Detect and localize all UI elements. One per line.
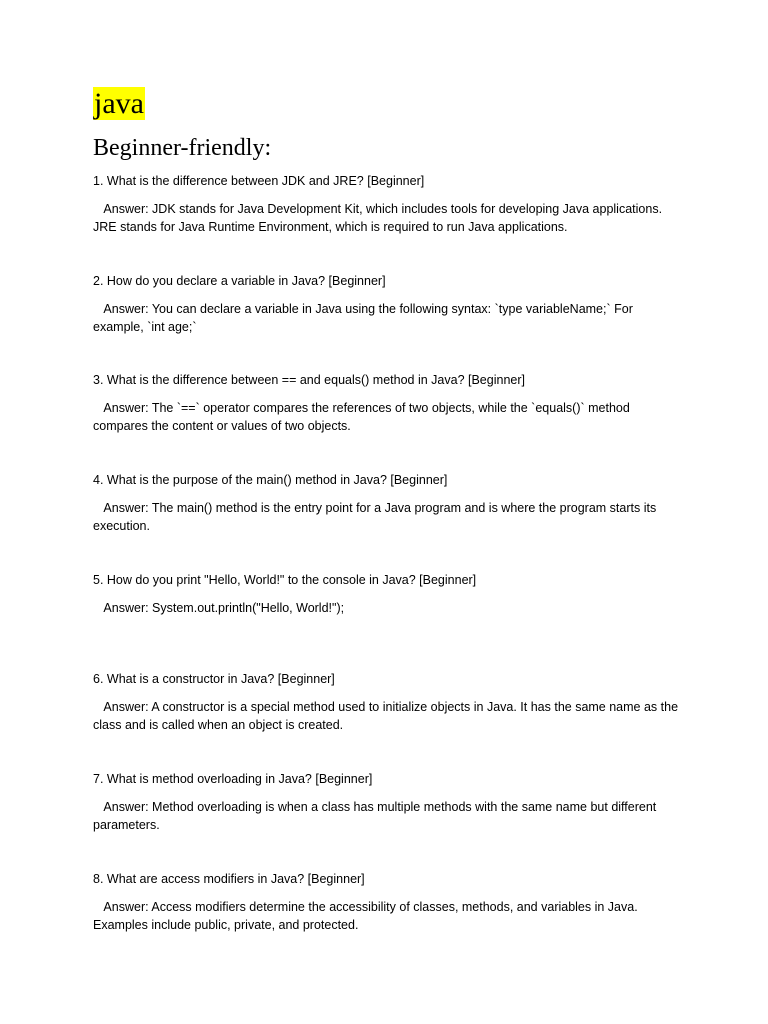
question-text: 5. How do you print "Hello, World!" to the console in Java? [Beginner] [93, 572, 477, 587]
question-text: 3. What is the difference between == and equals() method in Java? [Beginner] [93, 373, 525, 388]
answer-text: Answer: The `==` operator compares the references of two objects, while the `equals()` method compares the content or values of two objects. [93, 401, 634, 434]
question-text: 6. What is a constructor in Java? [Beginner] [93, 672, 335, 687]
answer-text: Answer: The main() method is the entry point for a Java program and is where the program starts its execution. [93, 501, 660, 534]
answer-text: Answer: A constructor is a special method used to initialize objects in Java. It has the same name as the class and is called when an object is created. [93, 700, 682, 733]
qa-item [93, 471, 683, 571]
qa-item [93, 172, 683, 272]
answer-text: Answer: You can declare a variable in Java using the following syntax: `type variableName;` For example, `int age;` [93, 301, 637, 334]
answer-text: Answer: System.out.println("Hello, World!"); [93, 600, 345, 615]
section-heading: Beginner-friendly: [93, 135, 272, 161]
qa-item [93, 272, 683, 372]
answer-text: Answer: JDK stands for Java Development Kit, which includes tools for developing Java applications. JRE stands for Java Runtime Environment, which is required to run Java applications. [93, 202, 666, 234]
answer-text: Answer: Access modifiers determine the accessibility of classes, methods, and variables in Java. Examples include public, private, and protected. [93, 899, 642, 932]
document-title [93, 87, 145, 121]
question-text: 8. What are access modifiers in Java? [Beginner] [93, 871, 365, 886]
question-text: 4. What is the purpose of the main() method in Java? [Beginner] [93, 473, 448, 488]
qa-list [93, 172, 683, 970]
question-text: 2. How do you declare a variable in Java? [Beginner] [93, 273, 386, 288]
question-text: 7. What is method overloading in Java? [Beginner] [93, 772, 373, 787]
qa-item [93, 770, 683, 870]
qa-item [93, 670, 683, 770]
qa-item [93, 571, 683, 671]
question-text: 1. What is the difference between JDK and JRE? [Beginner] [93, 174, 425, 188]
answer-text: Answer: Method overloading is when a class has multiple methods with the same name but different parameters. [93, 800, 660, 833]
qa-item [93, 870, 683, 970]
highlighted-title-text: java [94, 87, 144, 120]
qa-item [93, 371, 683, 471]
